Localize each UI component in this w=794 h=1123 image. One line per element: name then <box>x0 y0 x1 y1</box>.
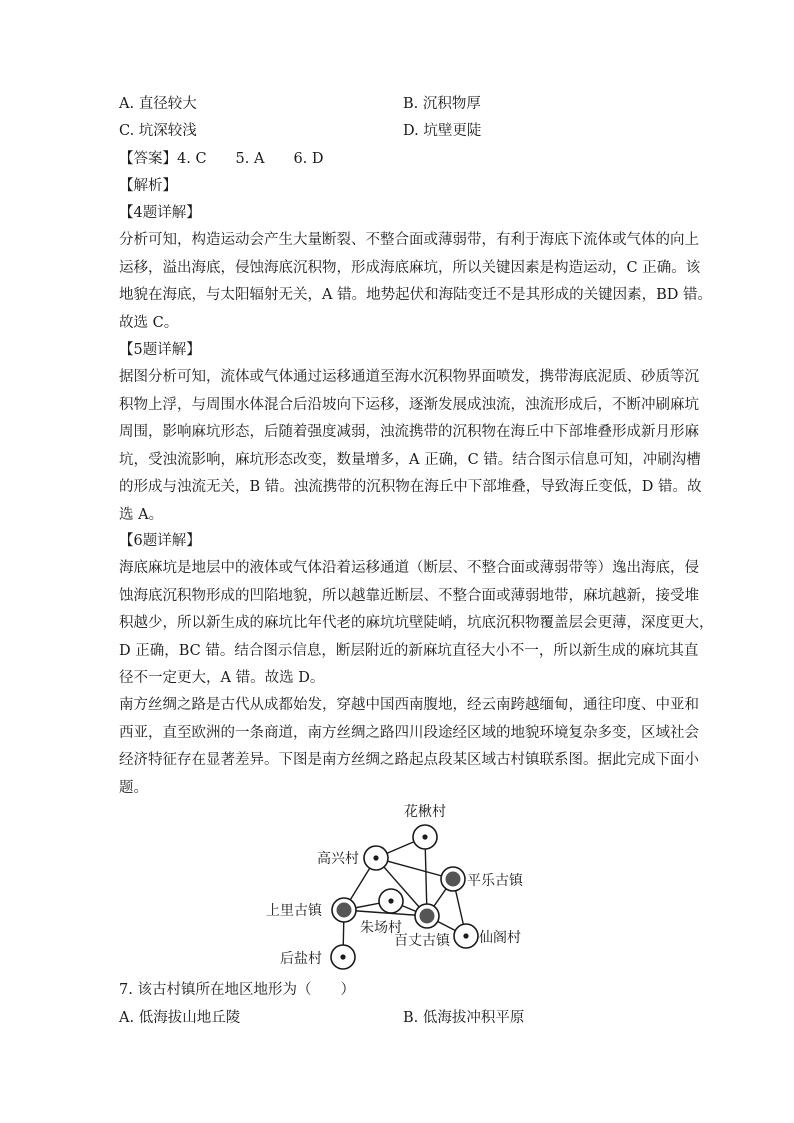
label-shangli: 上里古镇 <box>266 903 322 919</box>
label-pingle: 平乐古镇 <box>467 873 523 889</box>
node-xiange <box>454 924 478 948</box>
q4-line: 地貌在海底，与太阳辐射无关，A 错。地势起伏和海陆变迁不是其形成的关键因素，BD 错。 <box>119 287 712 303</box>
q4-explanation <box>119 227 712 337</box>
village-dot-icon <box>373 855 378 860</box>
q4-line: 运移，溢出海底，侵蚀海底沉积物，形成海底麻坑，所以关键因素是构造运动，C 正确。该 <box>119 259 701 276</box>
answer-line: 【答案】4. C 5. A 6. D <box>119 151 324 167</box>
q5-line: 周围，影响麻坑形态，后随着强度减弱，浊流携带的沉积物在海丘中下部堆叠形成新月形麻 <box>119 424 699 440</box>
node-zhuchang <box>379 889 403 913</box>
q7-option-b: B. 低海拔冲积平原 <box>403 1010 525 1026</box>
label-huaqiu: 花楸村 <box>404 804 446 820</box>
label-houyan: 后盐村 <box>280 951 322 967</box>
q6-line: 积越少，所以新生成的麻坑比年代老的麻坑坑壁陡峭，坑底沉积物覆盖层会更薄，深度更大， <box>119 615 714 631</box>
option-c: C. 坑深较浅 <box>119 123 197 139</box>
village-dot-icon <box>463 933 468 938</box>
q5-line: 的形成与浊流无关，B 错。浊流携带的沉积物在海丘中下部堆叠，导致海丘变低，D 错。故 <box>119 479 702 495</box>
q5-line: 选 A。 <box>119 506 164 523</box>
q6-line: 蚀海底沉积物形成的凹陷地貌，所以越靠近断层、不整合面或薄弱地带，麻坑越新，接受堆 <box>119 587 699 604</box>
q6-heading: 【6题详解】 <box>119 533 201 549</box>
option-a: A. 直径较大 <box>119 96 197 112</box>
q5-explanation <box>119 364 702 529</box>
node-houyan <box>331 945 355 969</box>
q7-stem: 7. 该古村镇所在地区地形为（ ） <box>119 982 355 998</box>
option-d: D. 坑壁更陡 <box>403 123 482 139</box>
q6-line: 海底麻坑是地层中的液体或气体沿着运移通道（断层、不整合面或薄弱带等）逸出海底，侵 <box>119 560 699 576</box>
q4-line: 故选 C。 <box>119 314 179 331</box>
q5-line: 坑，受浊流影响，麻坑形态改变，数量增多，A 正确，C 错。结合图示信息可知，冲刷沟槽 <box>119 451 701 468</box>
q6-explanation <box>119 555 714 693</box>
node-huaqiu <box>413 825 437 849</box>
q5-line: 积物上浮，与周围水体混合后沿坡向下运移，逐渐发展成浊流，浊流形成后，不断冲刷麻坑 <box>119 396 699 413</box>
node-shangli <box>332 898 356 922</box>
label-gaoxing: 高兴村 <box>317 851 359 867</box>
intro-line: 南方丝绸之路是古代从成都始发，穿越中国西南腹地，经云南跨越缅甸，通往印度、中亚和 <box>119 697 699 713</box>
node-baizhang <box>415 904 439 928</box>
q4-heading: 【4题详解】 <box>119 205 201 221</box>
town-fill-icon <box>420 909 435 924</box>
label-zhuchang: 朱场村 <box>360 920 402 936</box>
intro-line: 题。 <box>119 779 148 796</box>
q5-heading: 【5题详解】 <box>119 342 201 358</box>
label-baizhang: 百丈古镇 <box>394 933 450 949</box>
town-fill-icon <box>337 903 352 918</box>
town-fill-icon <box>446 872 461 887</box>
village-dot-icon <box>388 898 393 903</box>
village-dot-icon <box>340 954 345 959</box>
q7-option-a: A. 低海拔山地丘陵 <box>119 1010 241 1026</box>
intro-line: 经济特征存在显著差异。下图是南方丝绸之路起点段某区域古村镇联系图。据此完成下面小 <box>119 752 699 768</box>
node-pingle <box>441 867 465 891</box>
q6-line: D 正确，BC 错。结合图示信息，断层附近的新麻坑直径大小不一，所以新生成的麻坑其直 <box>119 642 699 659</box>
village-connection-map <box>255 797 545 977</box>
label-xiange: 仙阁村 <box>479 930 521 946</box>
intro-line: 西亚，直至欧洲的一条商道，南方丝绸之路四川段途经区域的地貌环境复杂多变，区域社会 <box>119 724 699 741</box>
village-dot-icon <box>422 834 427 839</box>
q4-line: 分析可知，构造运动会产生大量断裂、不整合面或薄弱带，有利于海底下流体或气体的向上 <box>119 232 699 248</box>
intro-passage <box>119 692 699 802</box>
analysis-heading: 【解析】 <box>119 178 177 194</box>
q6-line: 径不一定更大，A 错。故选 D。 <box>119 670 325 686</box>
node-gaoxing <box>364 846 388 870</box>
q5-line: 据图分析可知，流体或气体通过运移通道至海水沉积物界面喷发，携带海底泥质、砂质等沉 <box>119 369 699 385</box>
option-b: B. 沉积物厚 <box>403 96 481 112</box>
